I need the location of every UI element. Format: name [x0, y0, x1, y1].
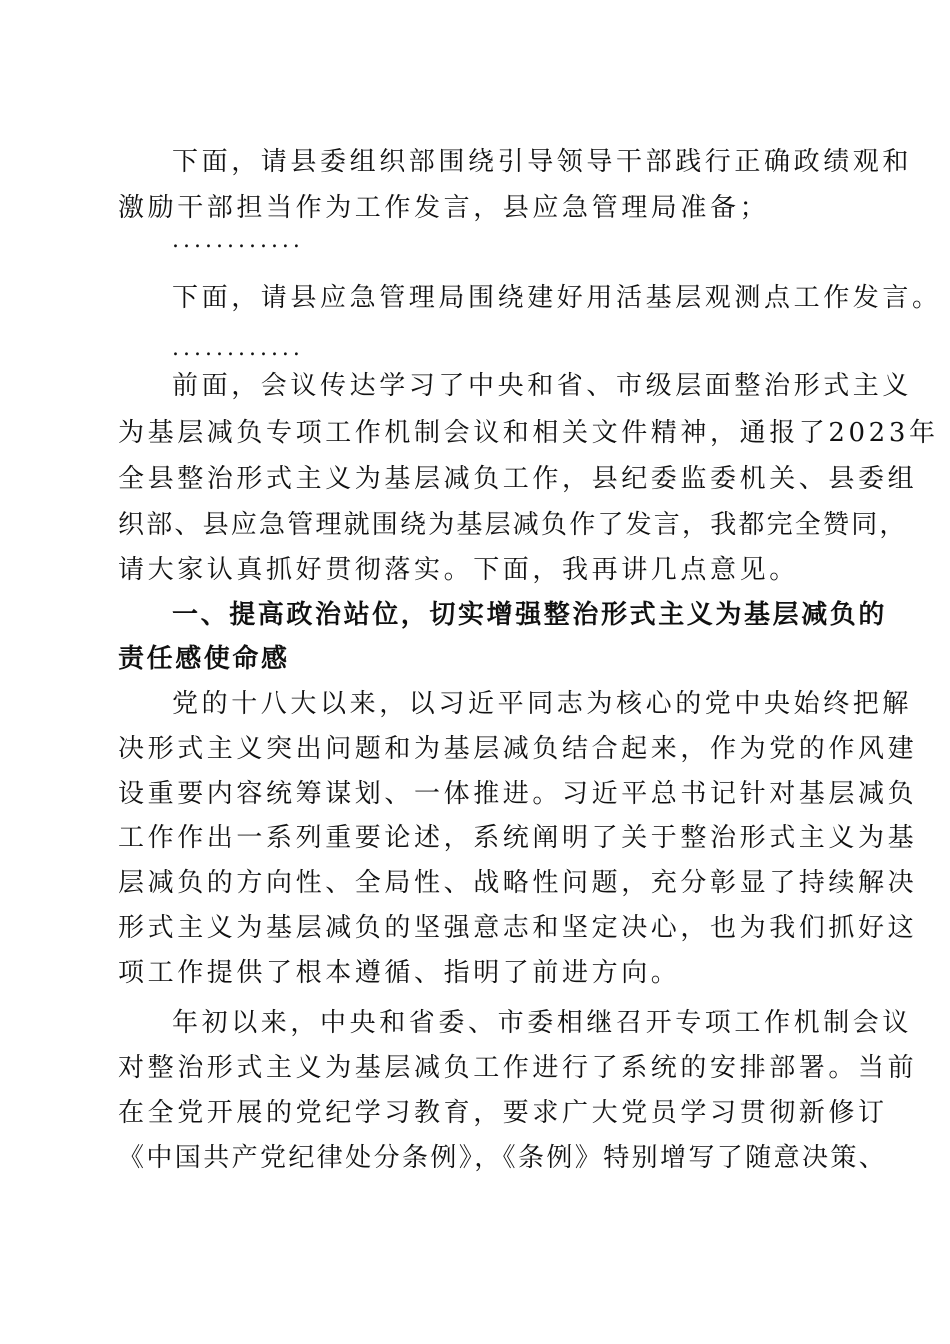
paragraph-line: 织部、县应急管理就围绕为基层减负作了发言，我都完全赞同， — [118, 510, 908, 540]
paragraph-line: 下面，请县委组织部围绕引导领导干部践行正确政绩观和 — [172, 147, 913, 177]
paragraph-line: 请大家认真抓好贯彻落实。下面，我再讲几点意见。 — [118, 555, 799, 585]
paragraph-line: 在全党开展的党纪学习教育，要求广大党员学习贯彻新修订 — [118, 1098, 888, 1128]
paragraph-line: 年初以来，中央和省委、市委相继召开专项工作机制会议 — [172, 1008, 913, 1038]
ellipsis-line: ............ — [172, 336, 304, 361]
paragraph-line: 对整治形式主义为基层减负工作进行了系统的安排部署。当前 — [118, 1053, 918, 1083]
paragraph-line: 设重要内容统筹谋划、一体推进。习近平总书记针对基层减负 — [118, 779, 918, 809]
paragraph-line: 层减负的方向性、全局性、战略性问题，充分彰显了持续解决 — [118, 868, 918, 898]
paragraph-line: 工作作出一系列重要论述，系统阐明了关于整治形式主义为基 — [118, 823, 918, 853]
paragraph-line: 下面，请县应急管理局围绕建好用活基层观测点工作发言。 — [172, 283, 942, 313]
paragraph-line: 前面，会议传达学习了中央和省、市级层面整治形式主义 — [172, 371, 913, 401]
paragraph-line: 项工作提供了根本遵循、指明了前进方向。 — [118, 958, 681, 988]
paragraph-line: 《中国共产党纪律处分条例》，《条例》特别增写了随意决策、 — [118, 1143, 888, 1173]
paragraph-line: 为基层减负专项工作机制会议和相关文件精神，通报了2023年 — [118, 418, 939, 448]
paragraph-line: 激励干部担当作为工作发言，县应急管理局准备； — [118, 193, 770, 223]
paragraph-line: 党的十八大以来，以习近平同志为核心的党中央始终把解 — [172, 689, 913, 719]
section-heading: 一、提高政治站位，切实增强整治形式主义为基层减负的 — [172, 600, 888, 630]
section-heading: 责任感使命感 — [118, 644, 290, 674]
ellipsis-line: ............ — [172, 228, 304, 253]
paragraph-line: 决形式主义突出问题和为基层减负结合起来，作为党的作风建 — [118, 734, 918, 764]
paragraph-line: 形式主义为基层减负的坚强意志和坚定决心，也为我们抓好这 — [118, 913, 918, 943]
paragraph-line: 全县整治形式主义为基层减负工作，县纪委监委机关、县委组 — [118, 464, 918, 494]
